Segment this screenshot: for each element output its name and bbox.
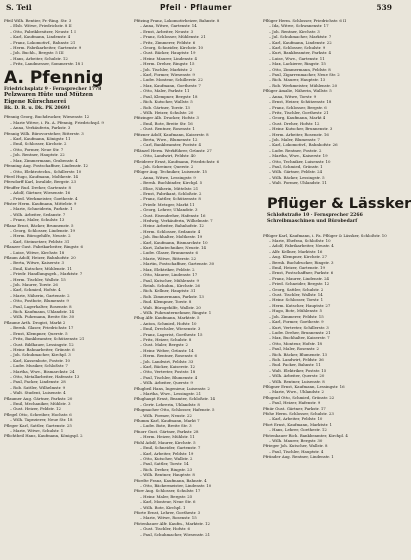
directory-entry: – Heinr. Maler, Bergstr. 25 bbox=[140, 493, 193, 499]
directory-entry: Pfeil Wilh. Rentier, Fr.-Ring. Str. 3 bbox=[4, 18, 72, 23]
directory-entry: – Jul. Schuhmacher, Marktstr. 7 bbox=[269, 34, 332, 40]
directory-entry: – Rob. Zimmermann, Parkstr. 13 bbox=[140, 293, 204, 299]
directory-entry: – Otto, Maler, Parkstr. 11 bbox=[140, 88, 190, 94]
directory-entry: – Wilh. Bäcker, Lessingstr. 5 bbox=[269, 174, 325, 180]
directory-entry: – Gust. Heizer, Feldstr. 12 bbox=[10, 406, 61, 412]
directory-entry: – Walt. Former, Uhlandstr. 11 bbox=[269, 180, 327, 186]
directory-entry: Pfordte Franz, Kaufmann, Bahnstr. 4 bbox=[134, 477, 207, 483]
directory-entry: – Paul, Tischler, Blumenstr. 4 bbox=[140, 374, 198, 380]
directory-entry: – Joh. Schuhmacher, Kirchpl. 3 bbox=[10, 352, 71, 358]
directory-entry: Pfohl Adolf, Maurer, Kirchstr. 5 bbox=[134, 439, 196, 445]
directory-entry: – Paul, Tischler, Hauptstr. 4 bbox=[269, 448, 324, 454]
directory-entry: Pflughaupt Ernst, Beamter, Schloßstr. 14 bbox=[134, 396, 215, 402]
directory-entry: Pflaumer Aug. Gärtner, Parkstr. 20 bbox=[4, 395, 73, 401]
directory-entry: Pfnorr Gust. Gärtner, Parkstr. 28 bbox=[134, 428, 199, 434]
column-3-bottom-entries bbox=[263, 233, 395, 460]
directory-entry: – Wilh. Maurer, Bergstr. 30 bbox=[269, 438, 323, 444]
directory-entry: Pfennig Wilh. Bürovorsteher, Ritterstr. 3 bbox=[4, 130, 84, 136]
directory-entry: Pfohe Herm. Schlosser, Schulstr. 23 bbox=[263, 411, 334, 416]
directory-entry: – Wilh. Former, Neustr. 22 bbox=[140, 412, 192, 418]
directory-entry: Pfitzner Adolf, Kaufmann, Kaiserstr. 8 bbox=[134, 131, 209, 137]
directory-entry: – Hugo, Bote, Mühlenstr. 5 bbox=[269, 308, 322, 314]
directory-entry: Pforte Ernst, Lehrer, Goethestr. 3 bbox=[134, 509, 201, 515]
directory-entry: – Heinr. Bahnarbeiter, Grünstr. 6 bbox=[10, 346, 75, 352]
directory-entry: – Emil, Schneider, Gartenstr. 7 bbox=[140, 445, 201, 451]
directory-entry: Pfeuffer Rud. Dreher, Gartenstr. 8 bbox=[4, 184, 72, 190]
directory-entry: – Emil, Heizer, Gartenstr. 19 bbox=[269, 265, 325, 271]
directory-entry: – Wilh. Arbeiter, Querstr. 9 bbox=[140, 380, 193, 386]
directory-entry: Pfennig Georg, Buchdrucker, Wiesenstr. 12 bbox=[4, 114, 90, 120]
directory-entry: – Joh. Tischler, Marktstr. 2 bbox=[140, 66, 193, 72]
directory-entry: – Karl, Kaufmann, Lindenstr. 22 bbox=[269, 39, 332, 45]
directory-entry: – Paul, Kutscher, Mühlenstr. 9 bbox=[140, 277, 199, 283]
directory-entry: – Wilh. Rentner, Hauptstr. 8 bbox=[140, 472, 195, 478]
directory-entry: – Herm. Heizer, Mühlstr. 11 bbox=[140, 434, 195, 440]
directory-entry: – Fried. Werkmeister, Goethestr. 4 bbox=[10, 195, 78, 201]
directory-entry: – Max, Lackierer, Ringstr. 15 bbox=[269, 61, 326, 67]
directory-entry: – Anna, Witwe, Lessingstr. 9 bbox=[140, 174, 196, 180]
directory-entry: – Joh. Maler, Blumenstr. 7 bbox=[269, 136, 320, 142]
directory-entry: – Wilh. Fuhrunternehmer, Ringstr. 1 bbox=[140, 309, 212, 315]
directory-entry: – Luise, Wwe., Gartenstr. 11 bbox=[269, 55, 325, 61]
directory-entry: Pflüger Herm. Schlosser, Friedrichstr. 6 II bbox=[263, 18, 347, 23]
directory-entry: – Marie, Witwe, Rosenstr. 15 bbox=[140, 515, 197, 521]
directory-entry: – Otto, Maurer, Lindenstr. 17 bbox=[140, 272, 198, 278]
directory-entry: – Otto, Kutscher, Wallstr. 2 bbox=[140, 455, 193, 461]
directory-entry: Pfenning Aug. Postschaffner, Lindenstr. 12 bbox=[4, 163, 89, 169]
directory-entry: – Herm. Rentner, Rosenstr. 6 bbox=[140, 353, 197, 359]
directory-entry: Pflugbeil Hans, Ingenieur, Luisenstr. 2 bbox=[134, 385, 210, 391]
directory-entry: – Karl, Schlosser, Schulstr. 9 bbox=[269, 45, 326, 51]
directory-entry: – Karl, Monteur, Neue Str. 6 bbox=[140, 499, 196, 505]
directory-entry: Pfitzinger Alb. Drucker, Hofstr. 3 bbox=[134, 115, 199, 121]
directory-entry: – Joh. Schreiner, Querstr. 2 bbox=[140, 163, 194, 169]
directory-entry: – Herm. Tischler, Wallstr. 15 bbox=[10, 276, 66, 282]
directory-entry: – Rud. Packer, Bahnstr. 11 bbox=[269, 362, 321, 368]
page-header bbox=[0, 0, 400, 14]
directory-entry: – Otto, Zimmermann, Feldstr. 8 bbox=[269, 66, 331, 72]
directory-entry: – Ludw. Musiker, Schloßstr. 7 bbox=[10, 363, 68, 369]
directory-entry: – Gust. Tischler, Wallstr. 14 bbox=[269, 292, 323, 298]
directory-entry: – Karl, Bäcker, Kaiserstr. 12 bbox=[140, 364, 195, 369]
directory-entry: – Gertr. Lehrerin, Uhlandstr. 8 bbox=[140, 401, 200, 407]
column-1-bottom-entries bbox=[4, 114, 128, 438]
directory-entry: – Georg, Schneider, Kirchstr. 10 bbox=[140, 45, 203, 51]
directory-entry: – Anton, Schmied, Hofstr. 10 bbox=[140, 320, 197, 326]
directory-entry: Pflumm Karl, Kaufmann, Markt 7 bbox=[134, 418, 200, 424]
directory-entry: Pfersdorff Karl, Invalide, Bergstr. 23 bbox=[4, 179, 76, 185]
directory-entry: – Otto, Postbote, Blumenstr. 9 bbox=[10, 298, 69, 304]
directory-entry: – Emil, Kutscher, Mühlenstr. 11 bbox=[10, 265, 72, 271]
directory-entry: – Rich. Bäcker, Blumenstr. 13 bbox=[269, 351, 327, 357]
directory-entry: – Paul, Klempner, Bergstr. 18 bbox=[140, 93, 198, 99]
directory-entry: – Joh. Rentner, Kirchstr. 3 bbox=[269, 28, 320, 34]
directory-entry: Pfrieger Joh. Kutscher, Wallstr. 8 bbox=[263, 443, 328, 449]
directory-entry: Pflaum Adolf, Heizer, Bahnhofstr. 20 bbox=[4, 255, 76, 260]
directory-entry: – Adolf, Fabrikarbeiter, Neustr. 4 bbox=[269, 243, 334, 249]
directory-entry: Pflüger Amalie, Näherin, Wallstr. 5 bbox=[263, 88, 332, 94]
directory-entry: – Otto, Fabrikbesitzer, Neustr. 1 I bbox=[10, 28, 76, 34]
directory-entry: – Carl, Bankbeamter, Poststr. 4 bbox=[140, 142, 201, 148]
page-number-right: 539 bbox=[376, 3, 392, 12]
directory-entry: Pflanzer Gust. Fabrikarbeiter, Ringstr. 6 bbox=[4, 244, 83, 250]
directory-entry: – Walt. Student, Luisenstr. 4 bbox=[10, 390, 66, 396]
directory-entry: Pfleger Karl, Sattler, Gartenstr. 25 bbox=[4, 422, 72, 428]
directory-entry: – Wilh. Arbeiter, Querstr. 20 bbox=[269, 373, 325, 379]
directory-entry: – Martha, Wwe., Bismarckstr. 24 bbox=[10, 368, 75, 374]
directory-entry: – Gust. Eisendreher, Hafenstr. 16 bbox=[140, 212, 206, 218]
directory-entry: – Paul, Lagerhalter, Rosenstr. 8 bbox=[10, 303, 72, 309]
directory-entry: – Martin, Postschaffner, Gartenstr. 30 bbox=[140, 261, 215, 267]
directory-entry: – Karl, Schmied, Hofstr. 4 bbox=[10, 287, 61, 293]
directory-entry: – Paul, Packer, Lindenstr. 28 bbox=[10, 379, 66, 385]
directory-entry: – Fried. Schneider, Bergstr. 12 bbox=[269, 281, 330, 287]
directory-entry: – Paul, Sattler, Torstr. 14 bbox=[140, 461, 189, 467]
ad-company-name: Pflüger & Lässker bbox=[267, 195, 411, 212]
directory-entry: – Karl, Lokomotivf., Bahnhofstr. 26 bbox=[269, 142, 338, 148]
directory-entry: – Otto, Former, Neue Str. 7 bbox=[10, 146, 64, 152]
directory-entry: – Rich. Dreher, Ringstr. 23 bbox=[140, 466, 193, 472]
directory-entry: – Martha, Wwe., Kaiserstr. 19 bbox=[269, 153, 328, 159]
directory-entry: Pflüger Aug. Techniker, Luisenstr. 15 bbox=[134, 169, 208, 175]
column-2-entries bbox=[134, 18, 258, 537]
directory-entry: – Kurt, Vertreter, Schillerstr. 3 bbox=[269, 324, 329, 330]
directory-entry: – Ernst, Heizer, Schützenstr. 18 bbox=[269, 99, 332, 105]
directory-entry: – Paul, Zigarrenmacher, Neue Str. 2 bbox=[269, 72, 340, 78]
directory-entry: – Otto, Monteur, Hofstr. 18 bbox=[269, 340, 323, 346]
directory-entry: – Wilh. Fuhrmann, Breite Str. 30 bbox=[10, 314, 75, 320]
directory-entry: – Fritz, Bankbeamter, Schützenstr. 21 bbox=[10, 336, 85, 342]
directory-entry: – Bernh. Buchbinder, Kirchpl. 5 bbox=[140, 180, 203, 186]
directory-entry: – Paul, Maler, Rosenstr. 2 bbox=[269, 346, 319, 352]
directory-entry: – Otto, Landwirt, Feldstr. 40 bbox=[140, 153, 196, 159]
directory-entry: – Marie, Ehefrau, Schloßstr. 10 bbox=[269, 238, 331, 243]
directory-entry: – Herm. Schlosser, Sedanstr. 4 bbox=[140, 228, 201, 234]
directory-entry: Pfnür Gust. Gärtner, Parkstr. 17 bbox=[263, 405, 326, 411]
directory-entry: – Ernst, Fabrikant, Schloßstr. 2 bbox=[140, 191, 202, 196]
advertisement-pfennig bbox=[4, 69, 128, 112]
directory-entry: – Herm. Arbeiter, Rosenstr. 16 bbox=[269, 131, 329, 137]
directory-entry: – Marie, Witwe, Ritterstr. 22 bbox=[140, 255, 197, 261]
directory-entry: – Joh. Landwirt, Feldstr. 33 bbox=[140, 358, 194, 364]
directory-entry: – Ernst, Arbeiter, Neustr. 3 bbox=[140, 28, 194, 34]
directory-entry: – Kurt, Zahntechniker, Neustr. 14 bbox=[140, 245, 206, 251]
directory-entry: – Berta, Witwe, Kaiserstr. 3 bbox=[10, 260, 64, 266]
directory-entry: – Hans, Arbeiter, Schulstr. 12 bbox=[10, 55, 68, 61]
running-title: Pfeil · Pflaumer bbox=[160, 3, 232, 12]
directory-entry: – Franz, Maurer, Lindenstr. 24 bbox=[269, 275, 330, 281]
directory-entry: – Max, Buchhalter, Kaiserstr. 7 bbox=[269, 335, 330, 341]
directory-entry: – Alfr. Kellner, Marktstr. 16 bbox=[269, 248, 323, 254]
directory-entry: – Berta, Wwe., Blumenstr. 12 bbox=[140, 136, 198, 142]
directory-entry: – Paul, Heizer, Hafenstr. 9 bbox=[269, 400, 321, 406]
directory-entry: – Luise, Witwe, Kirchstr. 18 bbox=[10, 249, 65, 255]
directory-entry: – Elsb. Witwe, Friedrichstr. 8 II bbox=[10, 23, 72, 29]
directory-entry: – Ludw. Rentner, Poststr. 2 bbox=[269, 147, 322, 153]
directory-entry: – Otto, Vertreter, Poststr. 18 bbox=[140, 369, 196, 375]
directory-entry: – Ernst, Klempner, Querstr. 5 bbox=[10, 330, 68, 336]
directory-entry: – Karl, Kassenbote, Poststr. 10 bbox=[10, 357, 70, 363]
directory-entry: – Emil, Drechsler, Wiesenstr. 3 bbox=[140, 326, 201, 332]
directory-entry: – Ludw. Bote, Breite Str. 3 bbox=[140, 423, 192, 429]
directory-entry: – Gust. Rentner, Rosenstr. 1 bbox=[140, 126, 195, 132]
directory-entry: – Joh. Zimmerer, Feldstr. 15 bbox=[269, 313, 324, 319]
directory-entry: Pflegel Otto, Schreiber, Hochstr. 6 bbox=[4, 411, 72, 417]
directory-entry: – Aug. Klempner, Kirchstr. 27 bbox=[269, 254, 327, 260]
directory-entry: – Gust. Dreher, Hofstr. 12 bbox=[269, 120, 320, 126]
directory-entry: – Karl, Kaufmann, Lindenstr. 4 bbox=[10, 34, 71, 40]
directory-entry: – Marie, Witwe, Schulstr. 1 bbox=[10, 428, 64, 433]
directory-entry: – Herm. Dreher, Ringstr. 15 bbox=[140, 61, 195, 67]
directory-entry: Pflänzel Herm. Werkführer, Grünstr. 27 bbox=[134, 147, 212, 153]
directory-entry: – Ludw. Glaser, Brunnenstr. 6 bbox=[140, 250, 198, 256]
directory-entry: – Gust. Bäcker, Hauptstr. 19 bbox=[140, 50, 196, 56]
directory-entry: – Fritz, Landmesser, Sommerstr. 18 I bbox=[10, 61, 83, 67]
directory-entry: – Gust. Bildhauer, Lessingstr. 12 bbox=[10, 341, 74, 347]
directory-entry: – Max, Kaufmann, Goethestr. 7 bbox=[140, 82, 201, 88]
directory-entry: – Otto, Elektrotechn., Schillerstr. 10 bbox=[10, 168, 82, 174]
directory-entry: – Karl, Arbeiter, Feldstr. 19 bbox=[140, 450, 194, 456]
directory-entry: – Georg, Sattler, Schulstr. 2 bbox=[269, 286, 324, 292]
ad-company-name: A. Pfennig bbox=[4, 67, 104, 88]
directory-entry: – Franz, Schlosser, Mühlenstr. 21 bbox=[140, 34, 206, 40]
directory-entry: – Karl, Arbeiter, Feldstr. 10 bbox=[269, 416, 323, 422]
directory-entry: – Heinr. Maurer, Lindenstr. 4 bbox=[140, 55, 197, 61]
directory-entry: – Paul, Schmied, Grünstr. 1 bbox=[269, 163, 323, 169]
directory-entry: – Hedwig, Verkäuferin, Wilhelmstr. 7 bbox=[140, 218, 213, 224]
directory-entry: – Marie, Näherin, Gartenstr. 2 bbox=[10, 292, 70, 298]
directory-entry: – Karl, Former, Wiesenstr. 9 bbox=[140, 72, 195, 78]
directory-entry: – Otto, Techniker, Luisenstr. 10 bbox=[269, 158, 331, 164]
advertisement-pflueger-laessker bbox=[267, 195, 411, 225]
directory-entry: – Wilh. Arbeiter, Sedanstr. 7 bbox=[10, 211, 66, 217]
directory-entry: – Anna, Witwe, Gartenstr. 14 bbox=[140, 23, 197, 29]
column-1 bbox=[4, 18, 128, 554]
directory-entry: – Kurt, Bankbeamter, Parkstr. 4 bbox=[269, 50, 331, 56]
directory-entry: – Franz, Schlosser, Bergstr. 6 bbox=[269, 104, 327, 110]
directory-entry: Pflugmacher Otto, Schlosser, Hafenstr. 5 bbox=[134, 407, 215, 413]
column-2 bbox=[134, 18, 258, 554]
directory-entry: – Karl, Kaufmann, Königstr. 11 bbox=[10, 136, 71, 142]
directory-entry: Pfort Ernst, Kaufmann, Marktstr. 1 bbox=[263, 421, 332, 427]
directory-entry: Pflugrad Otto, Schmied, Grünstr. 22 bbox=[263, 394, 335, 400]
directory-entry: – Georg, Kaufmann, Markt 4 bbox=[269, 115, 326, 121]
directory-entry: – Emil, Bote, Breite Str. 16 bbox=[140, 120, 193, 126]
directory-entry: – Bernh. Buchdrucker, Ringstr. 3 bbox=[269, 259, 334, 265]
directory-entry: – Rob. Gärtner, Torstr. 13 bbox=[140, 104, 190, 110]
directory-entry: – Max, Zimmermann, Grabenstr. 4 bbox=[10, 157, 78, 163]
directory-entry: – Emil, Schlosser, Kirchstr. 2 bbox=[10, 141, 67, 147]
directory-entry: – Reinh. Schuhm., Kirchstr. 26 bbox=[140, 282, 201, 288]
directory-entry: – Fritz, Zimmerer, Feldstr. 6 bbox=[140, 39, 196, 45]
directory-entry: – Otto, Bäckermeister, Lindenstr. 10 bbox=[140, 482, 212, 488]
directory-entry: – Rich. Kellner, Hauptstr. 31 bbox=[140, 288, 196, 294]
directory-entry: – Rich. Maurer, Hauptstr. 13 bbox=[269, 77, 326, 83]
directory-entry: – Ludw. Dreher, Brunnenstr. 21 bbox=[269, 329, 331, 335]
directory-entry: – Franz, Maler, Schulstr. 13 bbox=[10, 217, 65, 223]
directory-entry: Pflüger Karl, Kaufmann, i. Fa. Pflüger & Lässker, Schloßstr. 10 bbox=[263, 232, 387, 238]
directory-entry: – Joh. Buchhalter, Moltkestr. 19 bbox=[140, 234, 203, 240]
directory-entry: Pfleiderer Ernst, Kaufmann, Friedrichstr. 6 bbox=[134, 158, 220, 164]
directory-entry: – Martha, Wwe., Lessingstr. 21 bbox=[140, 391, 202, 397]
directory-entry: – Heinr. Schlosser, Torstr. 1 bbox=[269, 297, 324, 303]
directory-entry: Pfotenhauer Rich. Bankbeamter, Kirchpl. 4 bbox=[263, 432, 348, 438]
directory-entry: – Franz, Sattler, Schützenstr. 8 bbox=[140, 196, 201, 202]
directory-entry: – Ernst, Postschaffner, Parkstr. 6 bbox=[269, 270, 334, 276]
directory-entry: – Ludw. Monteur, Schillerstr. 22 bbox=[140, 77, 203, 83]
directory-entry: – Ida, Witwe, Schwanenstr. 17 bbox=[269, 23, 329, 29]
directory-entry: – Wilh. Heizer, Schulstr. 20 bbox=[140, 109, 194, 115]
directory-entry: – Otto, Metallarbeiter, Hafenstr. 13 bbox=[10, 373, 80, 379]
directory-entry: Pfotenhauer Alfr. Kaufm., Marktstr. 12 bbox=[134, 520, 210, 526]
directory-entry: Pflaume Arth. Drogist, Markt 2 bbox=[4, 319, 66, 325]
directory-entry: – Franz, Lagerist, Goethestr. 15 bbox=[140, 331, 203, 337]
directory-entry: – Karl, Kaufmann, Bismarckstr. 10 bbox=[140, 239, 208, 245]
directory-entry: – Karl, Steinsetzer, Feldstr. 31 bbox=[10, 238, 70, 244]
directory-entry: – Marie, Wwe., Uhlandstr. 2 bbox=[269, 389, 324, 395]
directory-entry: Pflug Alfr. Kaufmann, Marktstr. 5 bbox=[134, 315, 200, 321]
directory-entry: Pflanz Ernst, Bäcker, Brunnenstr. 5 bbox=[4, 222, 74, 228]
column-1-top-entries bbox=[4, 18, 128, 67]
directory-entry: – Fritz, Tischler, Goethestr. 21 bbox=[269, 109, 329, 115]
page-number-left: S. Teil bbox=[6, 3, 32, 12]
directory-entry: – Hans, Lehrer, Goethestr. 12 bbox=[269, 427, 327, 433]
directory-entry: Pferd Hugo, Kaufmann, Moltkestr. 14 bbox=[4, 173, 79, 179]
directory-entry: – Walt. Elektriker, Poststr. 15 bbox=[269, 367, 327, 373]
directory-entry: – Franz, Lokomotivf., Bahnstr. 21 bbox=[10, 39, 76, 45]
directory-entry: – Gust. Tischler, Hofstr. 6 bbox=[140, 526, 190, 532]
directory-entry: – Rich. Kutscher, Wallstr. 5 bbox=[140, 99, 193, 105]
directory-entry: – Joh. Rentner, Hauptstr. 22 bbox=[10, 152, 65, 158]
directory-entry: – Bernh. Glaser, Friedrichstr. 17 bbox=[10, 325, 74, 331]
directory-entry: – Walt. Bürogehilfe, Wallstr. 20 bbox=[140, 304, 201, 310]
directory-entry: – Herm. Fabrikarbeiter, Gartenstr. 9 bbox=[10, 45, 82, 51]
directory-entry: Pfründer Aug. Rentner, Lindenstr. 1 bbox=[263, 454, 334, 460]
directory-entry: – Herm. Kutscher, Hauptstr. 27 bbox=[269, 302, 331, 308]
directory-entry: – Anna, Witwe, Torstr. 9 bbox=[269, 93, 317, 99]
directory-entry: – Wilh. Rentner, Luisenstr. 8 bbox=[269, 378, 325, 384]
column-3 bbox=[263, 18, 411, 554]
directory-entry: Pforr Aug. Schlosser, Schulstr. 17 bbox=[134, 488, 201, 494]
directory-entry: – Rud. Klempner, Torstr. 8 bbox=[140, 299, 192, 305]
directory-entry: – Max, Elektriker, Feldstr. 2 bbox=[140, 266, 195, 272]
directory-entry: – Adolf, Gärtner, Wiesenstr. 16 bbox=[10, 190, 71, 196]
directory-entry: – Joh. Buchh., Bergstr. 5 III bbox=[10, 50, 64, 56]
directory-entry: Pfister Herm. Kaufmann, Mittelstr. 9 bbox=[4, 200, 77, 206]
directory-entry: – Elise, Näherin, Mittelstr. 21 bbox=[140, 185, 199, 191]
directory-entry: – Paul, Schuhmacher, Wiesenstr. 21 bbox=[140, 531, 211, 537]
directory-entry: Pflügner Ernst, Kaufmann, Lessingstr. 16 bbox=[263, 383, 345, 389]
ad-address-line: Friedrichsplatz 9 · Fernsprecher 1778 bbox=[4, 86, 102, 92]
directory-entry: – Joh. Maurer, Torstr. 26 bbox=[10, 282, 58, 288]
directory-entry: – Friedr. Handlungsgeh., Marktstr. 7 bbox=[10, 271, 83, 277]
directory-entry: – Rob. Sattler, Wilhelmstr. 9 bbox=[10, 384, 66, 390]
ad-product-line: Pelzwaren Hüte und Mützen bbox=[4, 92, 93, 99]
directory-entry: – Anna, Verkäuferin, Parkstr. 3 bbox=[10, 125, 71, 131]
directory-entry: – Marie, Schneiderin, Parkstr. 1 bbox=[10, 206, 73, 212]
directory-entry: – Emil, Mechaniker, Mühlstr. 3 bbox=[10, 400, 71, 406]
directory-entry: – Heinr. Kutscher, Brunnenstr. 3 bbox=[269, 126, 333, 132]
directory-entry: – Heinr. Weber, Grünstr. 14 bbox=[140, 347, 194, 353]
directory-entry: Pfitzing Franz, Lokomotivheizer, Bahnstr. 8 bbox=[134, 18, 220, 23]
directory-entry: – Wilh. Tapezierer, Neue Str. 18 bbox=[10, 417, 73, 423]
directory-entry: – Karl, Former, Goethestr. 9 bbox=[269, 319, 324, 325]
ad-address-line: Schloßstraße 10 · Fernsprecher 2266 bbox=[267, 212, 363, 218]
directory-entry: – Marie Witwe, i. Fa. A. Pfennig, Friedrichspl. 9 bbox=[10, 119, 104, 125]
directory-entry: – Georg, Lehrer, Uhlandstr. 3 bbox=[140, 207, 198, 213]
directory-entry: – Gust. Maler, Bergstr. 2 bbox=[140, 342, 189, 348]
directory-entry: – Rob. Landwirt, Feldstr. 36 bbox=[269, 356, 324, 362]
ad-bank-line: Bk. D. B. u. Dk. PK 20691 bbox=[4, 105, 71, 111]
directory-entry: – Friedr. Metzger, Markt 11 bbox=[140, 201, 195, 207]
directory-entry: – Heinr. Arbeiter, Bahnhofstr. 12 bbox=[140, 223, 204, 229]
directory-entry: – Rich. Kaufmann, Uhlandstr. 14 bbox=[10, 309, 74, 315]
ad-workshop-line: Eigene Kürschnerei bbox=[4, 99, 67, 106]
directory-entry: – Wilh. Bote, Kirchpl. 1 bbox=[140, 504, 186, 510]
directory-entry: – Rob. Werkmeister, Mühlenstr. 20 bbox=[269, 82, 338, 88]
directory-entry: Pflichtbeil Hans, Kaufmann, Königspl. 2 bbox=[4, 433, 83, 439]
directory-entry: – Fritz, Heizer, Schulstr. 8 bbox=[140, 336, 192, 342]
directory-entry: – Wilh. Gärtner, Feldstr. 24 bbox=[269, 169, 323, 175]
ad-product-line: Schreibmaschinen und Bürobedarf bbox=[267, 218, 358, 224]
column-3-top-entries bbox=[263, 18, 395, 186]
directory-entry: – Herm. Bürogehilfe, Neustr. 2 bbox=[10, 233, 71, 239]
directory-entry: – Georg, Schlosser, Lindenstr. 19 bbox=[10, 227, 75, 233]
